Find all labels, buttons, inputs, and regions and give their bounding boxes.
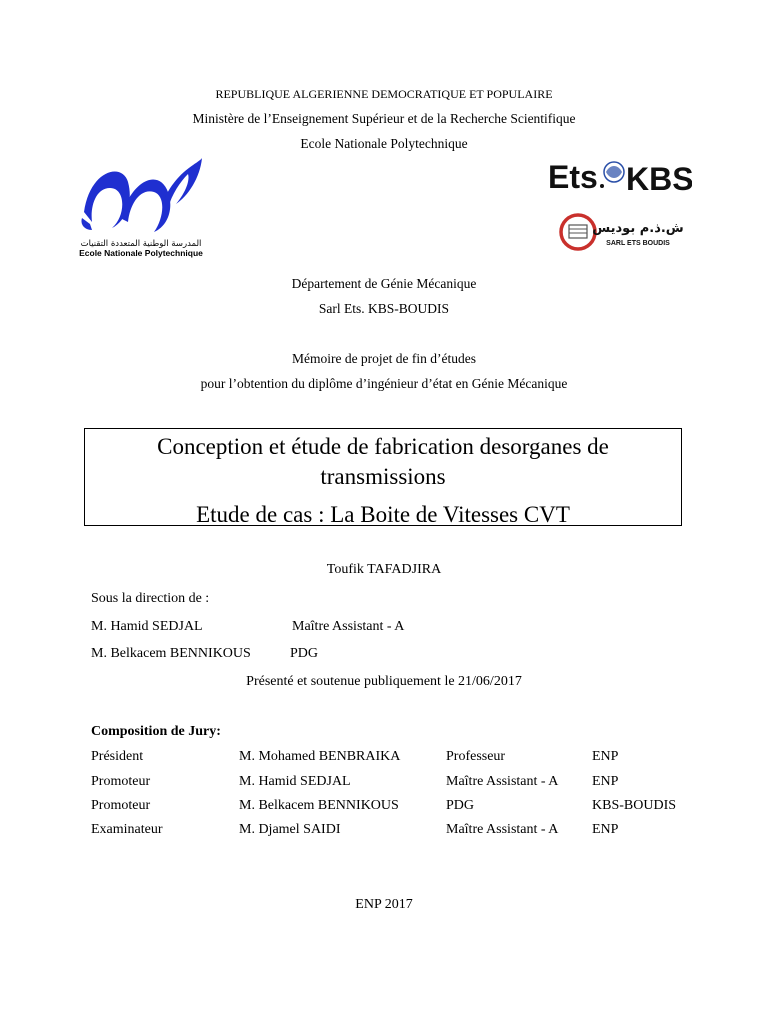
title-line-3: Etude de cas : La Boite de Vitesses CVT [196, 502, 570, 527]
jury-function: Promoteur [91, 798, 151, 813]
jury-row [91, 822, 711, 844]
enp-arabic-text: المدرسة الوطنية المتعددة التقنيات [80, 239, 202, 249]
jury-name: M. Mohamed BENBRAIKA [239, 749, 401, 764]
jury-function: Promoteur [91, 774, 151, 789]
jury-row [91, 798, 711, 820]
jury-heading: Composition de Jury: [91, 724, 221, 739]
jury-org: KBS-BOUDIS [592, 798, 677, 813]
enp-logo [76, 152, 206, 260]
jury-function: Examinateur [91, 822, 163, 837]
author-name: Toufik TAFADJIRA [326, 562, 442, 577]
enp-caption-text: Ecole Nationale Polytechnique [79, 248, 203, 258]
title-line-1: Conception et étude de fabrication desorganes de [157, 434, 609, 459]
kbs-text: KBS [626, 161, 692, 196]
jury-function: Président [91, 749, 144, 764]
jury-name: M. Djamel SAIDI [239, 822, 341, 837]
jury-org: ENP [592, 822, 619, 837]
jury-row [91, 749, 711, 771]
direction-label: Sous la direction de : [91, 591, 210, 606]
boudis-arabic-text: ش.ذ.م بوديس [592, 221, 684, 236]
jury-org: ENP [592, 749, 619, 764]
director-1-role: Maître Assistant - A [292, 619, 405, 634]
company-line: Sarl Ets. KBS-BOUDIS [318, 301, 450, 316]
kbs-ets-text: Ets [548, 159, 598, 195]
thesis-title-box [84, 428, 682, 526]
jury-grade: PDG [446, 798, 475, 813]
jury-name: M. Belkacem BENNIKOUS [239, 798, 399, 813]
director-2-name: M. Belkacem BENNIKOUS [91, 646, 251, 661]
boudis-caption-text: SARL ETS BOUDIS [606, 240, 670, 247]
director-1-name: M. Hamid SEDJAL [91, 619, 203, 634]
footer-year: ENP 2017 [355, 897, 413, 912]
jury-grade: Professeur [446, 749, 506, 764]
presented-line: Présenté et soutenue publiquement le 21/06/2017 [246, 674, 522, 689]
ministry-line: Ministère de l’Enseignement Supérieur et de la Recherche Scientifique [192, 111, 576, 126]
republic-line: REPUBLIQUE ALGERIENNE DEMOCRATIQUE ET POPULAIRE [215, 87, 553, 101]
boudis-logo [558, 210, 684, 254]
memoire-line-1: Mémoire de projet de fin d’études [291, 351, 477, 366]
jury-org: ENP [592, 774, 619, 789]
jury-grade: Maître Assistant - A [446, 774, 559, 789]
jury-row [91, 774, 711, 796]
department-line: Département de Génie Mécanique [291, 276, 477, 291]
title-line-2: transmissions [320, 464, 446, 489]
memoire-line-2: pour l’obtention du diplôme d’ingénieur d’état en Génie Mécanique [200, 376, 568, 391]
kbs-logo [546, 154, 692, 196]
director-2-role: PDG [290, 646, 319, 661]
school-line: Ecole Nationale Polytechnique [300, 136, 468, 151]
jury-name: M. Hamid SEDJAL [239, 774, 351, 789]
jury-grade: Maître Assistant - A [446, 822, 559, 837]
